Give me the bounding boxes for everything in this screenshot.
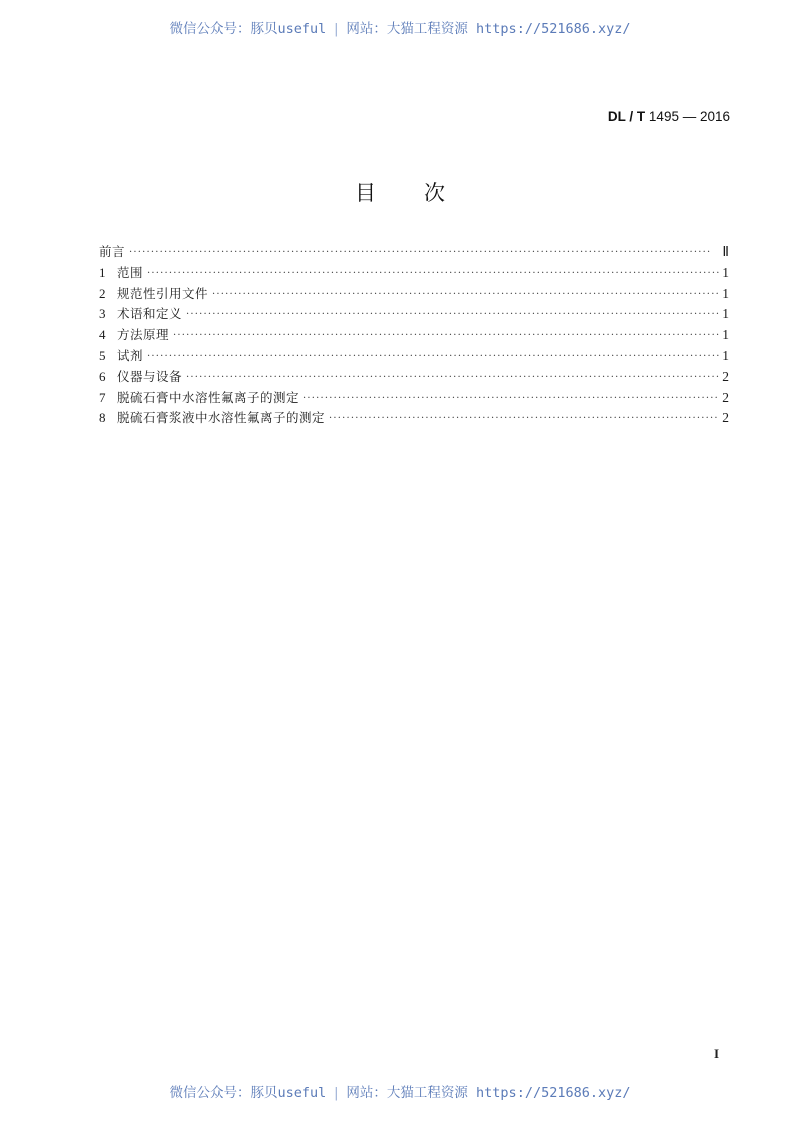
toc-entry-3[interactable] [99,304,729,325]
toc-entry-page: Ⅱ [722,244,729,259]
toc-entry-page: 1 [722,264,729,280]
toc-title-char-2: 次 [424,181,445,205]
toc-entry-number: 3 [99,306,106,322]
toc-entry-2[interactable] [99,284,729,305]
toc-entry-number: 2 [99,285,106,301]
toc-entry-label: 规范性引用文件 [117,285,209,301]
toc-entry-4[interactable] [99,325,729,346]
watermark-wechat: 微信公众号：豚贝useful [169,21,327,37]
table-of-contents [99,242,729,429]
toc-title-char-1: 目 [355,181,376,205]
toc-entry-7[interactable] [99,388,729,409]
toc-entry-page: 2 [722,389,729,405]
toc-entry-label: 仪器与设备 [117,368,183,384]
toc-leader-dots [129,243,712,264]
watermark-top [0,17,800,37]
toc-entry-8[interactable] [99,408,729,429]
toc-entry-foreword[interactable] [99,242,729,263]
toc-entry-6[interactable] [99,367,729,388]
toc-entry-label: 方法原理 [117,327,170,343]
toc-entry-number: 6 [99,368,106,384]
watermark-website: 网站：大猫工程资源 https://521686.xyz/ [346,21,631,37]
toc-title [0,177,800,207]
toc-entry-label: 前言 [99,244,126,259]
watermark-separator: | [332,21,341,37]
toc-entry-page: 2 [722,410,729,426]
watermark-separator: | [332,1085,341,1101]
watermark-bottom [0,1081,800,1101]
toc-leader-dots [147,347,719,368]
toc-entry-number: 8 [99,410,106,426]
toc-entry-label: 脱硫石膏浆液中水溶性氟离子的测定 [117,410,326,426]
toc-entry-5[interactable] [99,346,729,367]
toc-entry-number: 4 [99,327,106,343]
toc-leader-dots [186,368,719,389]
watermark-wechat: 微信公众号：豚贝useful [169,1085,327,1101]
toc-entry-page: 2 [722,368,729,384]
toc-entry-number: 1 [99,264,106,280]
toc-entry-page: 1 [722,327,729,343]
toc-entry-page: 1 [722,347,729,363]
toc-entry-number: 7 [99,389,106,405]
standard-code [608,109,730,124]
toc-leader-dots [212,285,719,306]
toc-entry-label: 试剂 [117,347,144,363]
standard-code-prefix: DL / T [607,109,646,124]
toc-entry-label: 脱硫石膏中水溶性氟离子的测定 [117,389,300,405]
toc-entry-number: 5 [99,347,106,363]
toc-leader-dots [329,409,719,430]
page-number: I [714,1046,720,1061]
standard-code-number: 1495 — 2016 [648,109,730,124]
toc-leader-dots [173,326,719,347]
toc-leader-dots [186,305,719,326]
watermark-website: 网站：大猫工程资源 https://521686.xyz/ [346,1085,631,1101]
toc-entry-page: 1 [722,285,729,301]
toc-leader-dots [147,264,719,285]
toc-entry-1[interactable] [99,263,729,284]
toc-entry-label: 范围 [117,264,144,280]
toc-leader-dots [303,389,719,410]
toc-entry-page: 1 [722,306,729,322]
toc-entry-label: 术语和定义 [117,306,183,322]
